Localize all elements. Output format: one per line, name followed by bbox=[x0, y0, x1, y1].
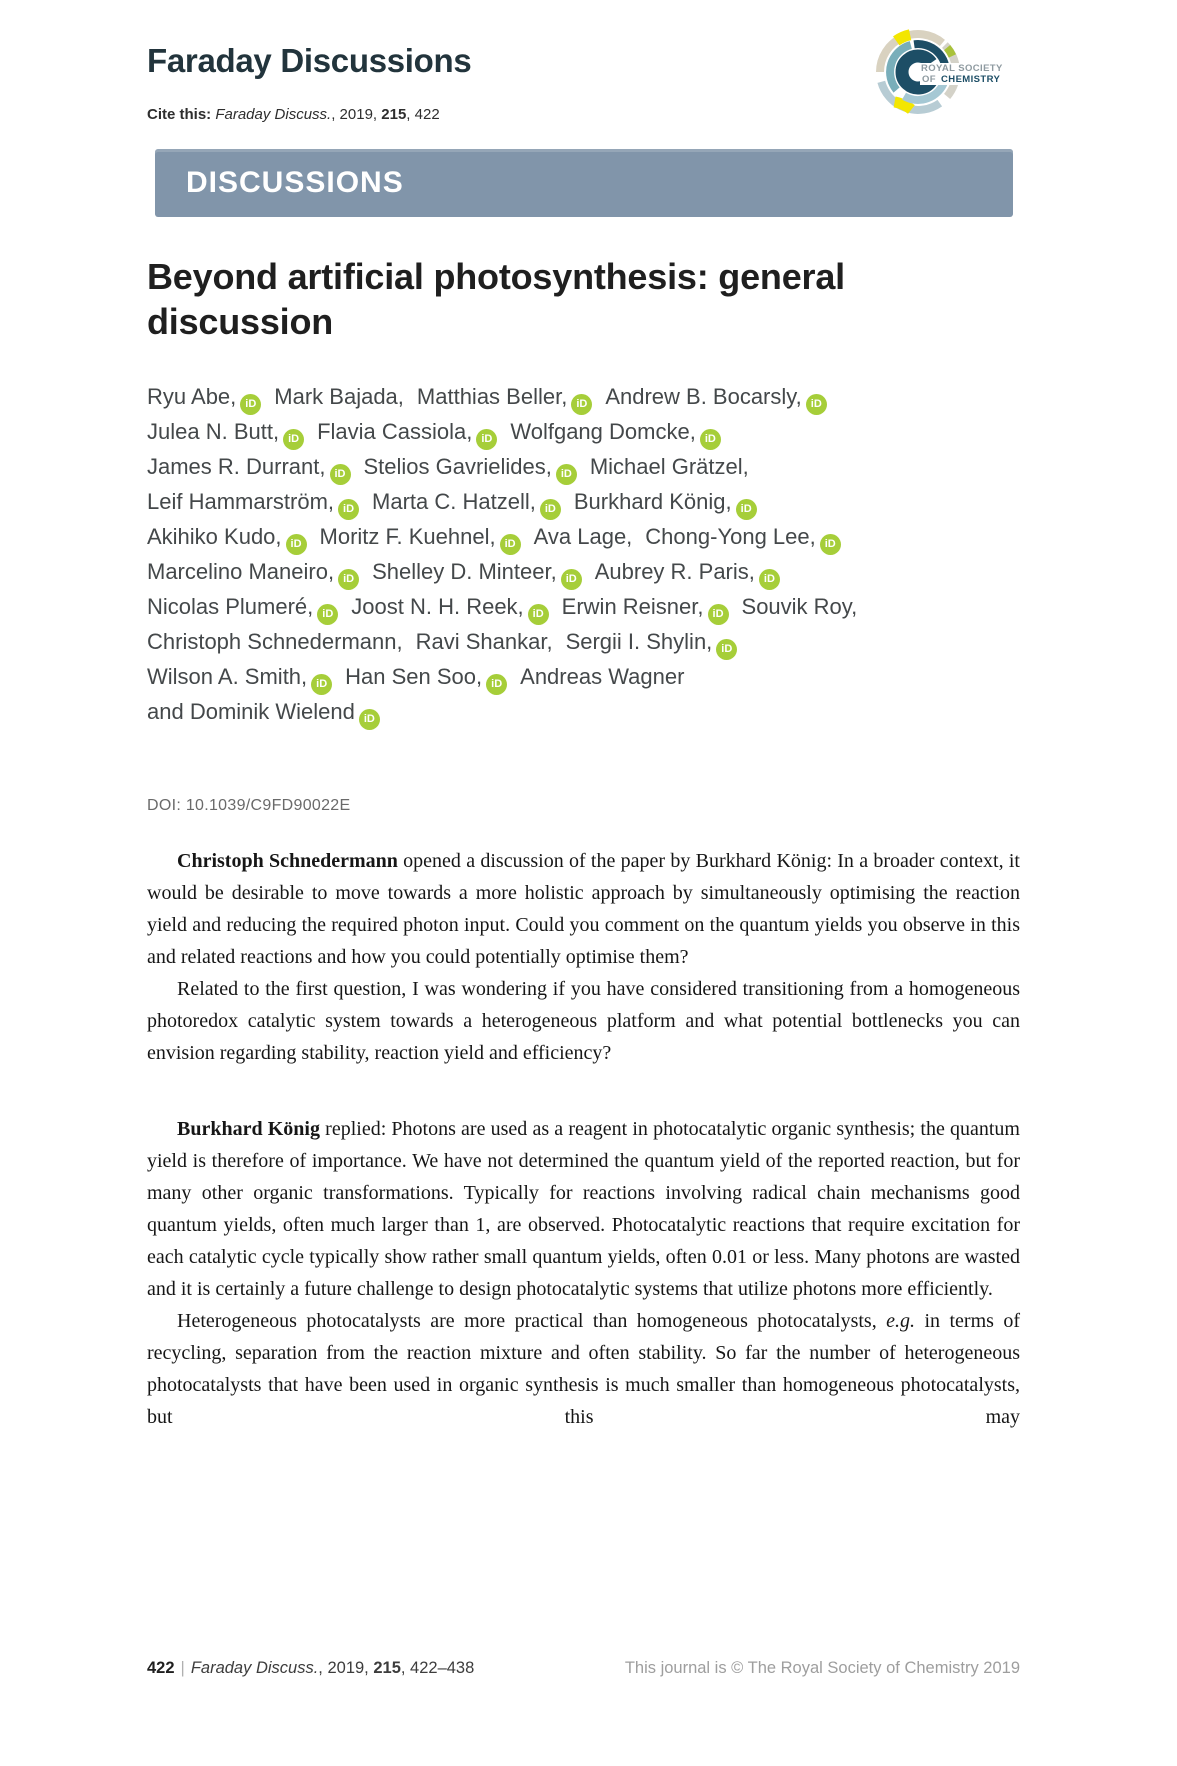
journal-title: Faraday Discussions bbox=[147, 42, 472, 79]
author-name: Marta C. Hatzell, bbox=[372, 489, 536, 514]
cite-prefix: Cite this: bbox=[147, 106, 216, 123]
author-name: Moritz F. Kuehnel, bbox=[319, 524, 496, 549]
author-name: Michael Grätzel, bbox=[589, 454, 749, 479]
author-name: Flavia Cassiola, bbox=[317, 419, 473, 444]
orcid-icon[interactable]: iD bbox=[338, 569, 359, 590]
orcid-icon[interactable]: iD bbox=[476, 429, 497, 450]
author-name: Burkhard König, bbox=[573, 489, 732, 514]
orcid-icon[interactable]: iD bbox=[311, 674, 332, 695]
author-name: Nicolas Plumeré, bbox=[147, 594, 314, 619]
author-name: Marcelino Maneiro, bbox=[147, 559, 335, 584]
page-footer bbox=[147, 1659, 1020, 1678]
author-line bbox=[147, 590, 1057, 625]
body-text: Heterogeneous photocatalysts are more practical than homogeneous photocatalysts, bbox=[177, 1310, 887, 1332]
author-name: Aubrey R. Paris, bbox=[594, 559, 755, 584]
article-title: Beyond artificial photosynthesis: general discussion bbox=[147, 256, 845, 342]
author-name: Matthias Beller, bbox=[416, 384, 568, 409]
author-name: Han Sen Soo, bbox=[345, 664, 483, 689]
paragraph bbox=[147, 1305, 1020, 1433]
author-name: Mark Bajada, bbox=[274, 384, 404, 409]
orcid-icon[interactable]: iD bbox=[806, 394, 827, 415]
banner-label: DISCUSSIONS bbox=[186, 166, 404, 199]
author-line bbox=[147, 555, 1057, 590]
author-name: Sergii I. Shylin, bbox=[565, 629, 713, 654]
author-name: Stelios Gavrielides, bbox=[363, 454, 552, 479]
author-line bbox=[147, 450, 1057, 485]
author-name: Andreas Wagner bbox=[520, 664, 685, 689]
orcid-icon[interactable]: iD bbox=[286, 534, 307, 555]
doi: DOI: 10.1039/C9FD90022E bbox=[147, 797, 351, 814]
cite-journal-name: Faraday Discuss. bbox=[215, 106, 332, 123]
rsc-logo-line1: ROYAL SOCIETY bbox=[921, 63, 1003, 74]
body-text: Related to the first question, I was wondering if you have considered transitioning from a homogeneous photoredox catalytic system towards a heterogeneous platform and what potential bottlenecks you can envision regarding stability, reaction yield and efficiency? bbox=[147, 978, 1020, 1064]
author-line bbox=[147, 625, 1057, 660]
orcid-icon[interactable]: iD bbox=[556, 464, 577, 485]
footer-page-number: 422 bbox=[147, 1659, 175, 1677]
citation-line bbox=[147, 106, 440, 123]
author-name: Andrew B. Bocarsly, bbox=[605, 384, 802, 409]
footer-pages: , 422–438 bbox=[400, 1659, 475, 1677]
author-name: Shelley D. Minteer, bbox=[372, 559, 557, 584]
author-list bbox=[147, 380, 1057, 730]
author-name: Souvik Roy, bbox=[741, 594, 858, 619]
rsc-logo bbox=[872, 24, 1042, 124]
speaker-name: Burkhard König bbox=[177, 1118, 320, 1140]
author-name: Leif Hammarström, bbox=[147, 489, 335, 514]
orcid-icon[interactable]: iD bbox=[736, 499, 757, 520]
paragraph bbox=[147, 973, 1020, 1069]
orcid-icon[interactable]: iD bbox=[700, 429, 721, 450]
author-name: Ravi Shankar, bbox=[415, 629, 553, 654]
cite-year: , 2019, bbox=[331, 106, 382, 123]
orcid-icon[interactable]: iD bbox=[540, 499, 561, 520]
author-name: Ryu Abe, bbox=[147, 384, 237, 409]
author-name: and Dominik Wielend bbox=[147, 699, 355, 724]
cite-volume: 215 bbox=[381, 106, 407, 123]
orcid-icon[interactable]: iD bbox=[820, 534, 841, 555]
author-name: Julea N. Butt, bbox=[147, 419, 280, 444]
body-text: e.g. bbox=[886, 1310, 916, 1332]
speaker-name: Christoph Schnedermann bbox=[177, 850, 398, 872]
author-name: Wolfgang Domcke, bbox=[510, 419, 696, 444]
author-line bbox=[147, 485, 1057, 520]
author-name: Christoph Schnedermann, bbox=[147, 629, 403, 654]
author-name: James R. Durrant, bbox=[147, 454, 326, 479]
author-line bbox=[147, 520, 1057, 555]
rsc-logo-text bbox=[920, 63, 1004, 85]
rsc-logo-chemistry: CHEMISTRY bbox=[941, 74, 1001, 85]
paragraph bbox=[147, 845, 1020, 973]
paragraph bbox=[147, 1113, 1020, 1305]
body-text: in terms of recycling, separation from the reaction mixture and often stability. So far the number of heterogeneous photocatalysts that have been used in organic synthesis is much smaller than homogeneous photocatalysts, but this may bbox=[147, 1310, 1021, 1428]
author-line bbox=[147, 660, 1057, 695]
footer-journal-name: Faraday Discuss. bbox=[190, 1659, 319, 1677]
orcid-icon[interactable]: iD bbox=[330, 464, 351, 485]
cite-page: , 422 bbox=[406, 106, 440, 123]
orcid-icon[interactable]: iD bbox=[240, 394, 261, 415]
footer-citation bbox=[147, 1659, 474, 1678]
author-line bbox=[147, 380, 1057, 415]
orcid-icon[interactable]: iD bbox=[528, 604, 549, 625]
author-name: Ava Lage, bbox=[533, 524, 633, 549]
footer-copyright: This journal is © The Royal Society of Chemistry 2019 bbox=[624, 1659, 1020, 1677]
orcid-icon[interactable]: iD bbox=[716, 639, 737, 660]
author-name: Akihiko Kudo, bbox=[147, 524, 282, 549]
orcid-icon[interactable]: iD bbox=[561, 569, 582, 590]
orcid-icon[interactable]: iD bbox=[359, 709, 380, 730]
article-body bbox=[147, 845, 1020, 1433]
author-name: Wilson A. Smith, bbox=[147, 664, 308, 689]
footer-separator: | bbox=[180, 1659, 185, 1677]
orcid-icon[interactable]: iD bbox=[338, 499, 359, 520]
author-name: Chong-Yong Lee, bbox=[645, 524, 816, 549]
author-line bbox=[147, 415, 1057, 450]
discussions-banner bbox=[155, 149, 1013, 217]
orcid-icon[interactable]: iD bbox=[486, 674, 507, 695]
author-name: Joost N. H. Reek, bbox=[351, 594, 524, 619]
orcid-icon[interactable]: iD bbox=[759, 569, 780, 590]
footer-citation-mid: , 2019, bbox=[318, 1659, 374, 1677]
body-text: opened a discussion of the paper by Burkhard König: In a broader context, it would be desirable to move towards a more holistic approach by simultaneously optimising the reaction yield and reducing the required photon input. Could you comment on the quantum yields you observe in this and related reactions and how you could potentially optimise them? bbox=[147, 850, 1020, 968]
orcid-icon[interactable]: iD bbox=[283, 429, 304, 450]
orcid-icon[interactable]: iD bbox=[571, 394, 592, 415]
rsc-logo-line2: OF CHEMISTRY bbox=[922, 74, 1001, 85]
orcid-icon[interactable]: iD bbox=[317, 604, 338, 625]
orcid-icon[interactable]: iD bbox=[708, 604, 729, 625]
author-name: Erwin Reisner, bbox=[561, 594, 704, 619]
orcid-icon[interactable]: iD bbox=[500, 534, 521, 555]
footer-volume: 215 bbox=[373, 1659, 401, 1677]
author-line bbox=[147, 695, 1057, 730]
body-text: replied: Photons are used as a reagent in photocatalytic organic synthesis; the quantum yield is therefore of importance. We have not determined the quantum yield of the reported reaction, but for many other organic transformations. Typically for reactions involving radical chain mechanisms good quantum yields, often much larger than 1, are observed. Photocatalytic reactions that require excitation for each catalytic cycle typically show rather small quantum yields, often 0.01 or less. Many photons are wasted and it is certainly a future challenge to design photocatalytic systems that utilize photons more efficiently. bbox=[147, 1118, 1020, 1300]
